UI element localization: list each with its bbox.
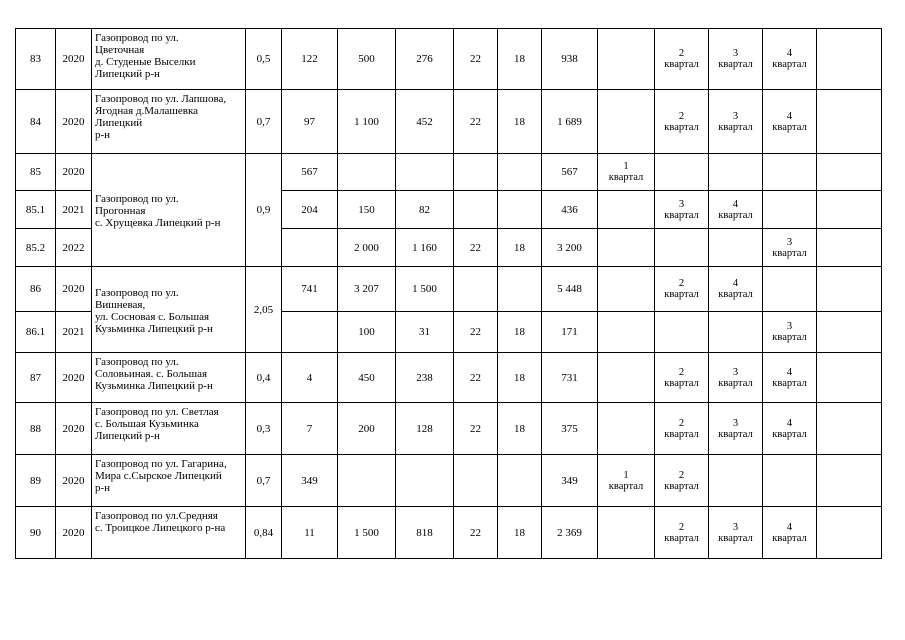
quarter-cell <box>709 229 763 267</box>
quarter-cell: 2 квартал <box>655 29 709 90</box>
quarter-cell <box>655 312 709 353</box>
quarter-cell: 2 квартал <box>655 455 709 507</box>
value-cell: 204 <box>282 191 338 229</box>
quarter-cell <box>763 154 817 191</box>
quarter-cell <box>655 154 709 191</box>
length-cell: 0,7 <box>246 455 282 507</box>
length-cell: 0,84 <box>246 507 282 559</box>
total-cell: 3 200 <box>542 229 598 267</box>
quarter-cell: 2 квартал <box>655 403 709 455</box>
quarter-cell: 1 квартал <box>598 455 655 507</box>
row-number: 87 <box>16 353 56 403</box>
value-cell <box>454 191 498 229</box>
value-cell: 82 <box>396 191 454 229</box>
value-cell: 452 <box>396 90 454 154</box>
value-cell <box>498 267 542 312</box>
year-cell: 2020 <box>56 267 92 312</box>
year-cell: 2020 <box>56 455 92 507</box>
empty-cell <box>817 403 882 455</box>
table-row <box>16 507 882 559</box>
quarter-cell: 2 квартал <box>655 267 709 312</box>
quarter-cell: 4 квартал <box>709 267 763 312</box>
table-row <box>16 267 882 312</box>
quarter-cell <box>598 353 655 403</box>
object-name-cell: Газопровод по ул. Прогонная с. Хрущевка Липецкий р-н <box>92 154 246 267</box>
value-cell: 128 <box>396 403 454 455</box>
quarter-cell: 3 квартал <box>709 507 763 559</box>
value-cell: 22 <box>454 507 498 559</box>
value-cell: 11 <box>282 507 338 559</box>
total-cell: 436 <box>542 191 598 229</box>
total-cell: 938 <box>542 29 598 90</box>
quarter-cell <box>598 507 655 559</box>
length-cell: 0,9 <box>246 154 282 267</box>
value-cell: 1 500 <box>338 507 396 559</box>
quarter-cell <box>763 455 817 507</box>
row-number: 89 <box>16 455 56 507</box>
value-cell <box>498 154 542 191</box>
row-number: 85 <box>16 154 56 191</box>
value-cell: 1 500 <box>396 267 454 312</box>
length-cell: 0,7 <box>246 90 282 154</box>
value-cell: 3 207 <box>338 267 396 312</box>
value-cell: 22 <box>454 29 498 90</box>
row-number: 85.2 <box>16 229 56 267</box>
quarter-cell <box>709 455 763 507</box>
total-cell: 731 <box>542 353 598 403</box>
row-number: 84 <box>16 90 56 154</box>
row-number: 86 <box>16 267 56 312</box>
value-cell: 22 <box>454 403 498 455</box>
value-cell: 4 <box>282 353 338 403</box>
quarter-cell <box>709 154 763 191</box>
quarter-cell: 2 квартал <box>655 353 709 403</box>
row-number: 86.1 <box>16 312 56 353</box>
object-name-cell: Газопровод по ул. Гагарина, Мира с.Сырское Липецкий р-н <box>92 455 246 507</box>
row-number: 88 <box>16 403 56 455</box>
empty-cell <box>817 29 882 90</box>
quarter-cell: 3 квартал <box>709 90 763 154</box>
value-cell <box>454 455 498 507</box>
value-cell: 450 <box>338 353 396 403</box>
quarter-cell: 4 квартал <box>709 191 763 229</box>
value-cell: 18 <box>498 353 542 403</box>
table-row <box>16 90 882 154</box>
value-cell: 150 <box>338 191 396 229</box>
object-name-cell: Газопровод по ул. Лапшова, Ягодная д.Малашевка Липецкий р-н <box>92 90 246 154</box>
value-cell: 22 <box>454 312 498 353</box>
value-cell: 349 <box>282 455 338 507</box>
table-row <box>16 353 882 403</box>
value-cell: 97 <box>282 90 338 154</box>
empty-cell <box>817 154 882 191</box>
value-cell <box>498 455 542 507</box>
value-cell: 18 <box>498 229 542 267</box>
object-name-cell: Газопровод по ул. Соловьиная. с. Большая Кузьминка Липецкий р-н <box>92 353 246 403</box>
value-cell: 22 <box>454 229 498 267</box>
value-cell: 238 <box>396 353 454 403</box>
quarter-cell: 1 квартал <box>598 154 655 191</box>
quarter-cell: 2 квартал <box>655 90 709 154</box>
row-number: 83 <box>16 29 56 90</box>
empty-cell <box>817 267 882 312</box>
value-cell: 1 100 <box>338 90 396 154</box>
year-cell: 2020 <box>56 154 92 191</box>
empty-cell <box>817 455 882 507</box>
quarter-cell: 4 квартал <box>763 403 817 455</box>
value-cell: 31 <box>396 312 454 353</box>
length-cell: 2,05 <box>246 267 282 353</box>
total-cell: 171 <box>542 312 598 353</box>
table-row <box>16 29 882 90</box>
value-cell <box>338 455 396 507</box>
value-cell: 100 <box>338 312 396 353</box>
year-cell: 2020 <box>56 507 92 559</box>
quarter-cell: 2 квартал <box>655 507 709 559</box>
value-cell: 122 <box>282 29 338 90</box>
value-cell <box>338 154 396 191</box>
value-cell: 18 <box>498 403 542 455</box>
object-name-cell: Газопровод по ул.Средняя с. Троицкое Липецкого р-на <box>92 507 246 559</box>
value-cell: 200 <box>338 403 396 455</box>
value-cell: 818 <box>396 507 454 559</box>
total-cell: 1 689 <box>542 90 598 154</box>
quarter-cell: 4 квартал <box>763 353 817 403</box>
value-cell: 741 <box>282 267 338 312</box>
table-row <box>16 455 882 507</box>
quarter-cell: 3 квартал <box>709 403 763 455</box>
total-cell: 2 369 <box>542 507 598 559</box>
row-number: 85.1 <box>16 191 56 229</box>
quarter-cell <box>598 191 655 229</box>
year-cell: 2022 <box>56 229 92 267</box>
empty-cell <box>817 90 882 154</box>
quarter-cell <box>655 229 709 267</box>
value-cell <box>454 267 498 312</box>
value-cell: 2 000 <box>338 229 396 267</box>
year-cell: 2020 <box>56 403 92 455</box>
quarter-cell <box>598 90 655 154</box>
object-name-cell: Газопровод по ул. Светлая с. Большая Кузьминка Липецкий р-н <box>92 403 246 455</box>
year-cell: 2021 <box>56 191 92 229</box>
value-cell <box>396 154 454 191</box>
value-cell: 7 <box>282 403 338 455</box>
quarter-cell <box>763 267 817 312</box>
value-cell <box>396 455 454 507</box>
object-name-cell: Газопровод по ул. Вишневая, ул. Сосновая с. Большая Кузьминка Липецкий р-н <box>92 267 246 353</box>
quarter-cell <box>598 403 655 455</box>
quarter-cell <box>598 267 655 312</box>
quarter-cell: 4 квартал <box>763 507 817 559</box>
object-name-cell: Газопровод по ул. Цветочная д. Студеные Выселки Липецкий р-н <box>92 29 246 90</box>
table-row <box>16 154 882 191</box>
table-row <box>16 403 882 455</box>
row-number: 90 <box>16 507 56 559</box>
value-cell <box>454 154 498 191</box>
quarter-cell <box>709 312 763 353</box>
value-cell: 18 <box>498 507 542 559</box>
quarter-cell <box>598 29 655 90</box>
empty-cell <box>817 312 882 353</box>
length-cell: 0,3 <box>246 403 282 455</box>
empty-cell <box>817 507 882 559</box>
total-cell: 567 <box>542 154 598 191</box>
value-cell: 567 <box>282 154 338 191</box>
empty-cell <box>817 229 882 267</box>
year-cell: 2020 <box>56 353 92 403</box>
value-cell: 500 <box>338 29 396 90</box>
value-cell: 22 <box>454 353 498 403</box>
value-cell: 18 <box>498 29 542 90</box>
gas-pipeline-schedule-table <box>15 28 882 559</box>
year-cell: 2020 <box>56 29 92 90</box>
quarter-cell: 4 квартал <box>763 90 817 154</box>
quarter-cell: 3 квартал <box>763 229 817 267</box>
quarter-cell: 3 квартал <box>709 353 763 403</box>
value-cell <box>282 229 338 267</box>
quarter-cell: 3 квартал <box>709 29 763 90</box>
year-cell: 2020 <box>56 90 92 154</box>
quarter-cell: 3 квартал <box>655 191 709 229</box>
value-cell: 18 <box>498 90 542 154</box>
length-cell: 0,5 <box>246 29 282 90</box>
value-cell: 1 160 <box>396 229 454 267</box>
quarter-cell: 3 квартал <box>763 312 817 353</box>
quarter-cell <box>598 229 655 267</box>
length-cell: 0,4 <box>246 353 282 403</box>
year-cell: 2021 <box>56 312 92 353</box>
total-cell: 349 <box>542 455 598 507</box>
empty-cell <box>817 191 882 229</box>
quarter-cell <box>598 312 655 353</box>
value-cell: 276 <box>396 29 454 90</box>
value-cell <box>282 312 338 353</box>
empty-cell <box>817 353 882 403</box>
quarter-cell <box>763 191 817 229</box>
value-cell: 22 <box>454 90 498 154</box>
value-cell: 18 <box>498 312 542 353</box>
total-cell: 375 <box>542 403 598 455</box>
value-cell <box>498 191 542 229</box>
quarter-cell: 4 квартал <box>763 29 817 90</box>
total-cell: 5 448 <box>542 267 598 312</box>
